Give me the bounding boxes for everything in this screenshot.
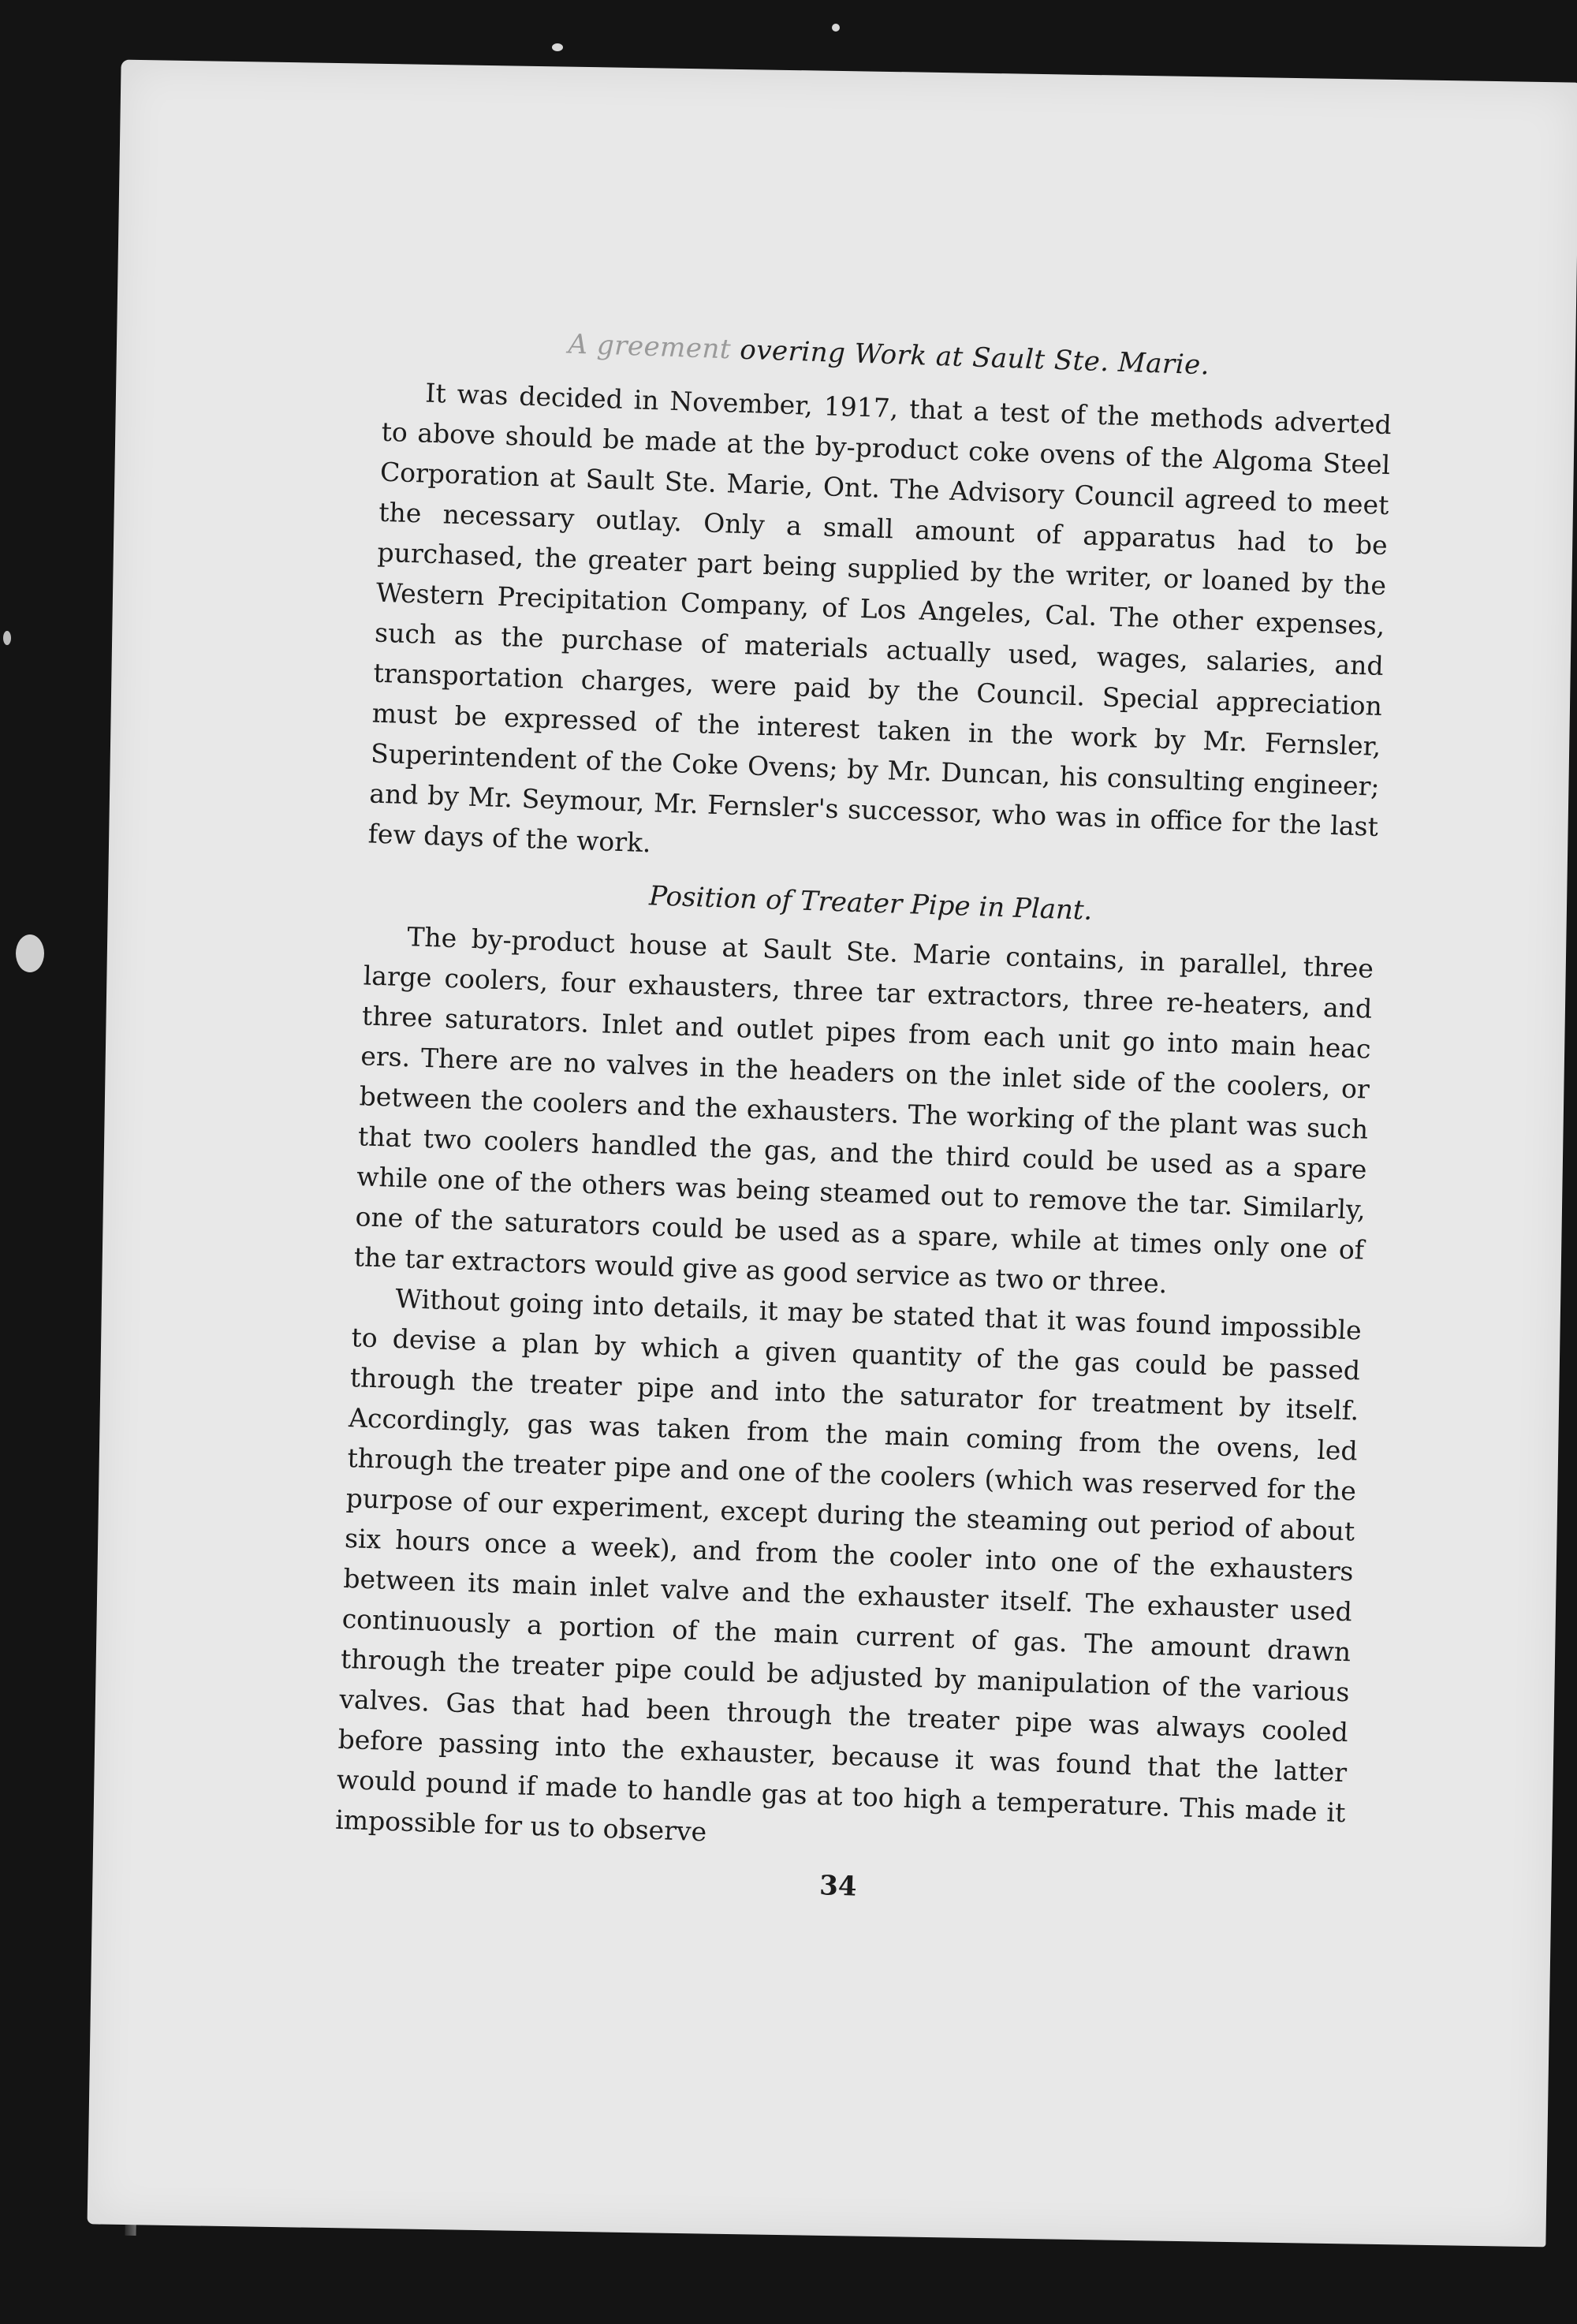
dust-speck [3, 631, 11, 645]
paragraph-2: The by-product house at Sault Ste. Marie contains, in parallel, three large coolers, four exhausters, three tar extractors, three re-heaters, and three saturators. Inlet and outlet pipes from each unit go into main heac ers. There are no valves in the headers on the inlet side of the coolers, or between the coolers and the exhausters. The working of the plant was such that two coolers handled the gas, and the third could be used as a spare while one of the others was being steamed out to remove the tar. Similarly, one of the saturators could be used as a spare, while at times only one of the tar extractors would give as good service as two or three. [353, 921, 1374, 1300]
dust-speck [832, 24, 840, 32]
section-heading-main: overing Work at Sault Ste. Marie. [739, 334, 1210, 382]
paragraph-1: It was decided in November, 1917, that a test of the methods adverted to above should be made at the by-product coke ovens of the Algoma Steel Corporation at Sault Ste. Marie, Ont. The Advisory Council agreed to meet the necessary outlay. Only a small amount of apparatus had to be purchased, the greater part being supplied by the writer, or loaned by the Western Precipitation Company, of Los Angeles, Cal. The other expenses, such as the purchase of materials actually used, wages, salaries, and transportation charges, were paid by the Council. Special appreciation must be expressed of the interest taken in the work by Mr. Fernsler, Superintendent of the Coke Ovens; by Mr. Duncan, his consulting engineer; and by Mr. Seymour, Mr. Fernsler's successor, who was in office for the last few days of the work. [367, 377, 1392, 859]
page-number: 34 [818, 1870, 858, 1903]
paragraph-3: Without going into details, it may be stated that it was found impossible to devise a plan by which a given quantity of the gas could be passed through the treater pipe and into the saturator for treatment by itself. Accordingly, gas was taken from the main coming from the ovens, led through the treater pipe and one of the coolers (which was reserved for the purpose of our experiment, except during the steaming out period of about six hours once a week), and from the cooler into one of the exhausters between its main inlet valve and the exhauster itself. The exhauster used continuously a portion of the main current of gas. The amount drawn through the treater pipe could be adjusted by manipulation of the various valves. Gas that had been through the treater pipe was always cooled before passing into the exhauster, because it was found that the latter would pound if made to handle gas at too high a temperature. This made it impossible for us to observe [334, 1282, 1363, 1848]
dust-speck [552, 43, 563, 51]
page-text-block [334, 323, 1394, 1919]
dust-speck [16, 934, 44, 972]
subsection-heading: Position of Treater Pipe in Plant. [648, 880, 1093, 927]
section-heading-faint: A greement [567, 328, 732, 366]
